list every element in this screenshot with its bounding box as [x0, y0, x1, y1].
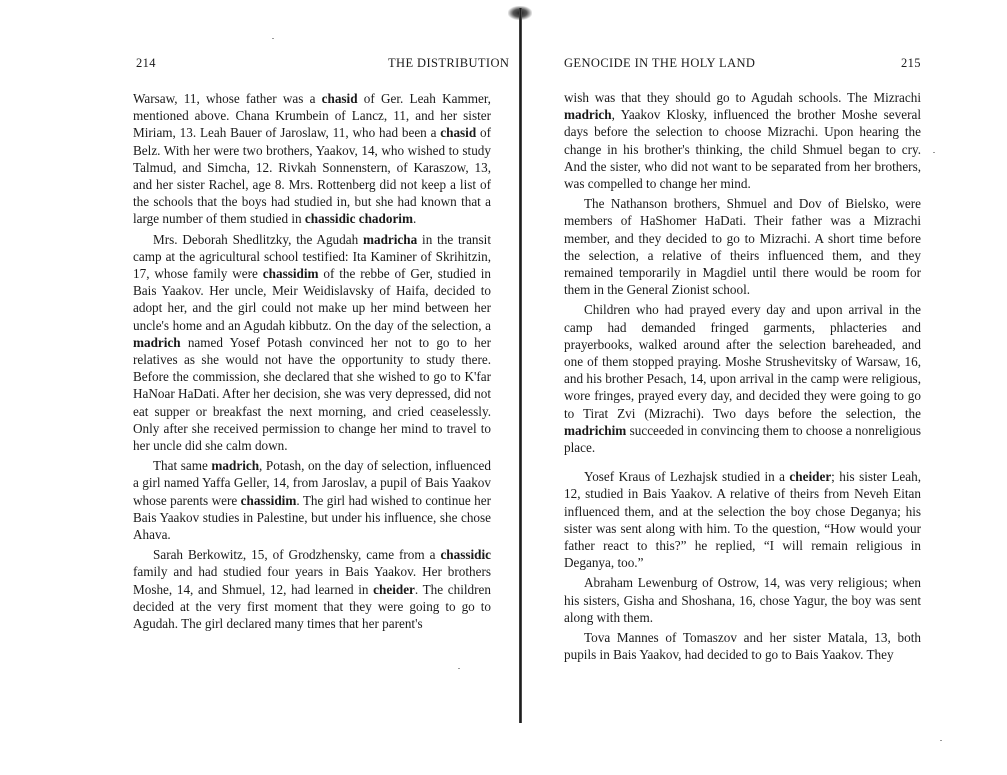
bold-term: madrich: [211, 458, 260, 474]
scan-speck: [272, 38, 274, 39]
bold-term: madrich: [133, 334, 181, 350]
paragraph: Tova Mannes of Tomaszov and her sister Matala, 13, both pupils in Bais Yaakov, had decided to go to Bais Yaakov. They: [564, 630, 921, 663]
left-page-body: [133, 90, 491, 635]
paragraph: That same madrich, Potash, on the day of selection, influenced a girl named Yaffa Geller, 14, from Jaroslav, a pupil of Bais Yaakov whose parents were chassidim. The girl had wished to continue her Bais Yaakov studies in Palestine, but under his influence, she chose Ahava.: [133, 458, 492, 543]
paragraph: wish was that they should go to Agudah schools. The Mizrachi madrich, Yaakov Klosky, influenced the brother Moshe several days before the selection to choose Mizrachi. Upon hearing the change in his brother's thinking, the child Shmuel began to cry. And the sister, who did not want to be separated from her brothers, was compelled to change her mind.: [564, 90, 921, 192]
right-running-title: GENOCIDE IN THE HOLY LAND: [564, 56, 756, 70]
right-page-body: [564, 89, 921, 667]
paragraph: The Nathanson brothers, Shmuel and Dov of Bielsko, were members of HaShomer HaDati. Their father was a Mizrachi member, and they decided to go to Mizrachi. A short time before the selection, a relative of theirs influenced them, and they remained temporarily in Magdiel until there would be room for them in the General Zionist school.: [564, 196, 921, 298]
left-page-number: 214: [136, 56, 156, 70]
scan-speck: [933, 152, 935, 153]
bold-term: madrichim: [564, 422, 627, 438]
scan-speck: [458, 668, 460, 669]
paragraph: Mrs. Deborah Shedlitzky, the Agudah madricha in the transit camp at the agricultural school testified: Ita Kaminer of Skrihitzin, 17, whose family were chassidim of the rebbe of Ger, studied in Bais Yaakov. Her uncle, Meir Weidislavsky of Haifa, decided to adopt her, and the girl could not make up her mind between her uncle's home and an Agudah kibbutz. On the day of the selection, a madrich named Yosef Potash convinced her not to go to her relatives as she would not have the opportunity to study there. Before the commission, she declared that she wished to go to K'far HaNoar HaDati. After her decision, she was very depressed, did not eat supper or breakfast the next morning, and cried ceaselessly. Only after she received permission to change her mind to travel to her uncle did she calm down.: [133, 231, 491, 454]
bold-term: chassidic chadorim: [304, 211, 413, 227]
paragraph: Warsaw, 11, whose father was a chasid of Ger. Leah Kammer, mentioned above. Chana Krumbein of Lancz, 11, and her sister Miriam, 13. Leah Bauer of Jaroslaw, 11, who had been a chasid of Belz. With her were two brothers, Yaakov, 14, who wished to study Talmud, and Simcha, 12. Rivkah Sonnenstern, of Karaszow, 13, and her sister Rachel, age 8. Mrs. Rottenberg did not keep a list of the schools that the boys had studied in, but she had known that a large number of them studied in chassidic chadorim.: [133, 91, 491, 227]
bold-term: chassidim: [240, 492, 297, 508]
scan-speck: [940, 740, 942, 741]
paragraph: Yosef Kraus of Lezhajsk studied in a cheider; his sister Leah, 12, studied in Bais Yaakov. A relative of theirs from Neveh Eitan influenced them, and at the selection the boy chose Deganya; his sister was sent along with him. To the question, “How would your father react to this?” he replied, “I will remain religious in Deganya, too.”: [564, 469, 921, 571]
paragraph: Abraham Lewenburg of Ostrow, 14, was very religious; when his sisters, Gisha and Shoshana, 16, chose Yagur, the boy was sent along with them.: [564, 575, 921, 625]
bold-term: cheider: [789, 469, 832, 485]
bold-term: chassidic: [440, 547, 491, 563]
bold-term: cheider: [373, 581, 415, 597]
paragraph: Children who had prayed every day and upon arrival in the camp had demanded fringed garments, phlacteries and prayerbooks, walked around after the selection bareheaded, and one of them stopped praying. Moshe Strushevitsky of Warsaw, 16, and his brother Pesach, 14, upon arrival in the camp were religious, wore fringes, prayed every day, and decided they were going to go to Tirat Zvi (Mizrachi). Two days before the selection, the madrichim succeeded in convincing them to choose a nonreligious place.: [564, 302, 921, 456]
bold-term: chasid: [440, 125, 477, 141]
right-page: [524, 0, 1007, 775]
bold-term: madricha: [363, 231, 418, 247]
bold-term: chassidim: [262, 266, 319, 282]
bold-term: madrich: [564, 107, 612, 123]
left-running-title: THE DISTRIBUTION: [388, 56, 510, 70]
bold-term: chasid: [321, 91, 358, 106]
right-page-number: 215: [901, 56, 921, 70]
paragraph: Sarah Berkowitz, 15, of Grodzhensky, came from a chassidic family and had studied four years in Bais Yaakov. Her brothers Moshe, 14, and Shmuel, 12, had learned in cheider. The children decided at the very first moment that they were going to go to Agudah. The girl declared many times that her parent's: [133, 547, 491, 632]
